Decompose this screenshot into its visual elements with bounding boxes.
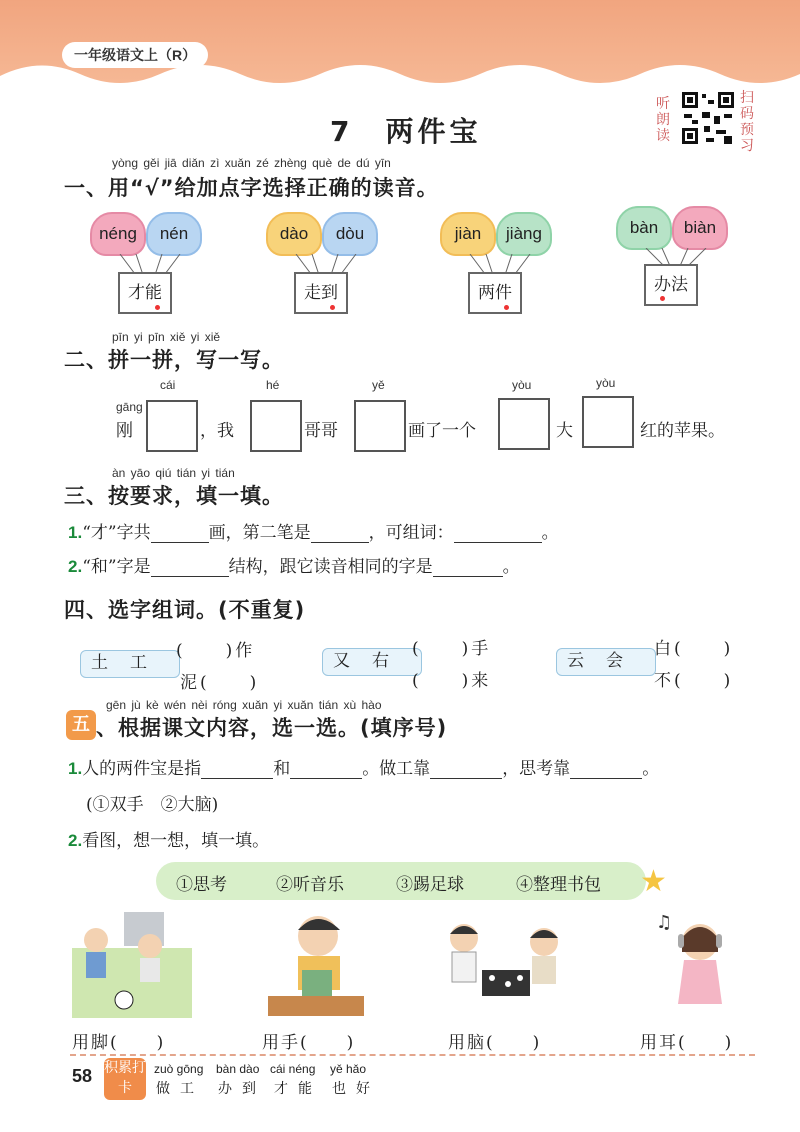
sentence-text: 大 [556,421,573,441]
pinyin-gang: gāng [116,400,143,414]
page-number: 58 [72,1066,93,1086]
char-choice-box: 云会 [556,648,656,676]
kids-chess-illustration [438,908,568,1018]
emphasis-dot [504,305,509,310]
fill-item[interactable]: ( )手 [412,639,492,659]
sentence-text: ，我 [200,421,234,441]
qr-code-icon[interactable] [680,90,736,146]
section3-title: 三、按要求，填一填。 [64,484,284,508]
section3-pinyin: àn yāo qiú tián yi tián [112,466,235,480]
pinyin-you: yòu [596,376,616,390]
pinyin-option[interactable]: bàn [616,206,672,250]
section5-title: 、根据课文内容，选一选。(填序号) [96,716,448,740]
use-item[interactable]: 用手( ) [262,1033,356,1053]
pinyin-option[interactable]: dòu [322,212,378,256]
option-item: ①思考 [176,875,227,895]
pinyin-option[interactable]: néng [90,212,146,256]
char-choice-box: 又右 [322,648,422,676]
girl-headphones-illustration [654,908,734,1018]
answer-blank[interactable] [311,525,369,543]
kids-soccer-illustration [72,908,192,1018]
fill-item[interactable]: 泥( ) [180,673,260,693]
emphasis-dot [330,305,335,310]
answer-blank[interactable] [151,525,209,543]
question-number: 2. [68,831,83,850]
answer-blank[interactable] [570,761,642,779]
word-hanzi: 也好 [332,1081,380,1097]
fill-item[interactable]: ( )来 [412,671,492,691]
fill-item[interactable]: 不( ) [654,671,734,691]
word-hanzi: 做工 [156,1081,204,1097]
pinyin-cai: cái [160,378,176,392]
footer-divider [70,1054,755,1056]
word-pinyin: yě hǎo [330,1062,367,1076]
char-choice-box: 土工 [80,650,180,678]
write-box[interactable] [498,398,550,450]
sentence-text: 哥哥 [304,421,338,441]
section5-badge: 五 [66,710,96,740]
word-hanzi: 才能 [274,1081,322,1097]
write-box[interactable] [146,400,198,452]
option-item: ③踢足球 [396,875,464,895]
answer-blank[interactable] [430,761,502,779]
question-2: 2.看图，想一想，填一填。 [68,831,270,851]
use-item[interactable]: 用脚( ) [72,1033,166,1053]
question-number: 1. [68,523,83,542]
write-box[interactable] [354,400,406,452]
word-card: 走到 [294,272,348,314]
answer-blank[interactable] [454,525,542,543]
section4-title: 四、选字组词。(不重复) [64,598,306,622]
word-pinyin: bàn dào [216,1062,260,1076]
fill-item[interactable]: ( )作 [176,641,256,661]
question-1: 1.人的两件宝是指 和 。做工靠 ，思考靠 。 [68,759,660,779]
option-item: ②听音乐 [276,875,344,895]
option-item: ④整理书包 [516,875,601,895]
q1-options: (①双手 ②大脑) [86,795,219,815]
use-item[interactable]: 用脑( ) [448,1033,542,1053]
svg-text:♫: ♫ [656,912,673,933]
section5-pinyin: gēn jù kè wén nèi róng xuǎn yi xuǎn tián xù hào [106,698,382,712]
emphasis-dot [155,305,160,310]
section2-pinyin: pīn yi pīn xiě yi xiě [112,330,221,344]
emphasis-dot [660,296,665,301]
lesson-title: 7 两件宝 [330,115,482,148]
word-card: 才能 [118,272,172,314]
pinyin-you: yòu [512,378,532,392]
star-icon: ★ [640,864,667,899]
accumulate-badge: 积累打卡 [104,1058,146,1100]
qr-preview-label: 扫码预习 [740,90,754,154]
word-card: 两件 [468,272,522,314]
section2-title: 二、拼一拼，写一写。 [64,348,284,372]
pinyin-option[interactable]: nén [146,212,202,256]
kid-backpack-illustration [268,908,364,1018]
answer-blank[interactable] [290,761,362,779]
sentence-text: 刚 [116,421,133,441]
section1-pinyin: yòng gěi jiā diǎn zì xuǎn zé zhèng què de dú yīn [112,156,391,170]
pinyin-option[interactable]: jiàn [440,212,496,256]
question-1: 1.“才”字共 画，第二笔是 ，可组词： 。 [68,523,559,543]
qr-listen-label: 听朗读 [656,96,670,144]
word-hanzi: 办到 [218,1081,266,1097]
question-number: 2. [68,557,83,576]
word-pinyin: zuò gōng [154,1062,204,1076]
sentence-text: 画了一个 [408,421,476,441]
question-2: 2.“和”字是 结构，跟它读音相同的字是 。 [68,557,520,577]
pinyin-option[interactable]: biàn [672,206,728,250]
write-box[interactable] [582,396,634,448]
pinyin-he: hé [266,378,280,392]
answer-blank[interactable] [433,559,503,577]
word-pinyin: cái néng [270,1062,316,1076]
pinyin-ye: yě [372,378,385,392]
word-card: 办法 [644,264,698,306]
answer-blank[interactable] [151,559,229,577]
sentence-text: 红的苹果。 [640,421,725,441]
pinyin-option[interactable]: jiàng [496,212,552,256]
write-box[interactable] [250,400,302,452]
use-item[interactable]: 用耳( ) [640,1033,734,1053]
section1-title: 一、用“√”给加点字选择正确的读音。 [64,176,439,200]
answer-blank[interactable] [201,761,273,779]
question-number: 1. [68,759,83,778]
grade-label: 一年级语文上（R） [62,42,208,68]
pinyin-option[interactable]: dào [266,212,322,256]
fill-item[interactable]: 白( ) [654,639,734,659]
